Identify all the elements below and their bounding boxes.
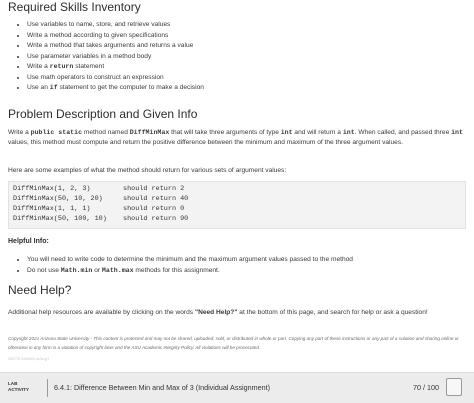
score-indicator-icon: [446, 378, 462, 396]
list-item: • Use parameter variables in a method body: [27, 52, 204, 63]
need-help-text: Additional help resources are available by clicking on the words "Need Help?" at the bottom of this page, and search for help or ask a question!: [8, 309, 428, 316]
copyright-notice: Copyright 2021 Arizona State University - This content is protected and may not be shared, uploaded, sold, or distributed in whole or part. Copying any part of these instructions or any part of a solution and sharing online or otherwise in any form is a violation of copyright laws and the ASU Academic Integrity Policy. All violations will be prosecuted.: [8, 336, 459, 350]
examples-code-block: [8, 181, 466, 229]
list-item: • Do not use Math.min or Math.max methods for this assignment.: [27, 266, 353, 277]
divider: [47, 379, 48, 397]
skills-heading: Required Skills Inventory: [8, 0, 141, 14]
list-item: • Use variables to name, store, and retrieve values: [27, 20, 204, 31]
list-item: • Write a method that takes arguments and returns a value: [27, 41, 204, 52]
helpful-list: [16, 255, 353, 276]
list-item: • Use math operators to construct an expression: [27, 73, 204, 84]
problem-heading: Problem Description and Given Info: [8, 107, 198, 121]
skills-list: [16, 20, 204, 94]
example-line: DiffMinMax(1, 2, 3) should return 2: [13, 185, 185, 193]
score-text: 70 / 100: [413, 383, 439, 392]
code-if: if: [49, 84, 58, 91]
example-line: DiffMinMax(50, 10, 20) should return 40: [13, 195, 189, 203]
list-item: • Write a method according to given specifications: [27, 31, 204, 42]
helpful-info-heading: Helpful Info:: [8, 238, 49, 245]
list-item: • You will need to write code to determine the minimum and the maximum argument values passed to the method: [27, 255, 353, 266]
tracking-code: 539778.3499620.qx3zqy7: [8, 357, 50, 361]
activity-title: 6.4.1: Difference Between Min and Max of 3 (Individual Assignment): [54, 383, 271, 392]
lab-activity-badge: LAB ACTIVITY: [8, 381, 29, 392]
list-item: • Write a return statement: [27, 62, 204, 73]
lab-activity-bar[interactable]: [0, 372, 474, 403]
code-return: return: [49, 63, 74, 70]
examples-intro: Here are some examples of what the method should return for various sets of argument values:: [8, 167, 287, 174]
problem-description: Write a public static method named DiffMinMax that will take three arguments of type int and will return a int. When called, and passed three int values, this method must compute and return the positive difference between the minimum and maximum of the three argument values.: [8, 129, 463, 146]
example-line: DiffMinMax(50, 100, 10) should return 90: [13, 215, 189, 223]
list-item: • Use an if statement to get the computer to make a decision: [27, 83, 204, 94]
need-help-heading: Need Help?: [8, 283, 72, 297]
example-line: DiffMinMax(1, 1, 1) should return 0: [13, 205, 185, 213]
